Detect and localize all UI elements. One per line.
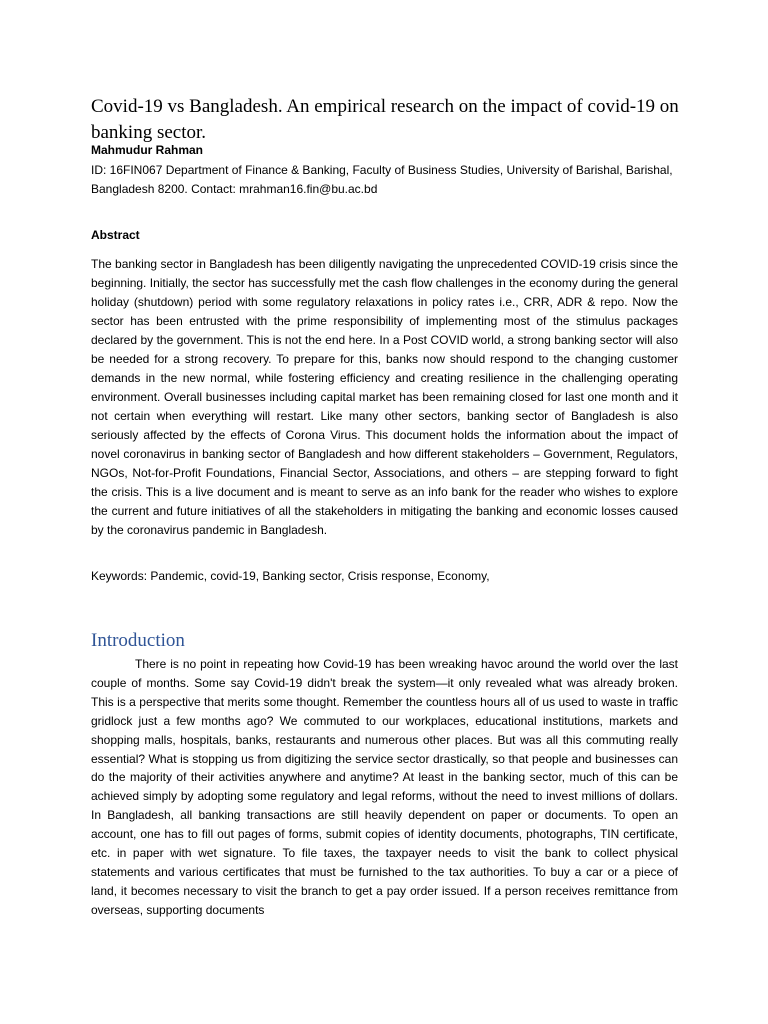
keywords: Keywords: Pandemic, covid-19, Banking sector, Crisis response, Economy, (91, 569, 490, 583)
introduction-text: There is no point in repeating how Covid-19 has been wreaking havoc around the world over the last couple of months. Some say Covid-19 didn't break the system—it only revealed what was already broken. This is a perspective that merits some thought. Remember the countless hours all of us used to waste in traffic gridlock just a few months ago? We commuted to our workplaces, educational institutions, markets and shopping malls, hospitals, banks, restaurants and numerous other places. But was all this commuting really essential? What is stopping us from digitizing the service sector drastically, so that people and businesses can do the majority of their activities anywhere and anytime? At least in the banking sector, much of this can be achieved simply by adopting some regulatory and legal reforms, without the need to invest millions of dollars. In Bangladesh, all banking transactions are still heavily dependent on paper or documents. To open an account, one has to fill out pages of forms, submit copies of identity documents, photographs, TIN certificate, etc. in paper with wet signature. To file taxes, the taxpayer needs to visit the bank to collect physical statements and various certificates that must be furnished to the tax authorities. To buy a car or a piece of land, it becomes necessary to visit the branch to get a pay order issued. If a person receives remittance from overseas, supporting documents (91, 657, 678, 917)
paper-title: Covid-19 vs Bangladesh. An empirical research on the impact of covid-19 on banking sector. (91, 96, 679, 143)
introduction-heading: Introduction (91, 630, 185, 651)
author-name: Mahmudur Rahman (91, 143, 204, 157)
author-affiliation: ID: 16FIN067 Department of Finance & Banking, Faculty of Business Studies, University of Barishal, Barishal, Bangladesh 8200. Contact: mrahman16.fin@bu.ac.bd (91, 163, 673, 196)
abstract-text: The banking sector in Bangladesh has been diligently navigating the unprecedented COVID-19 crisis since the beginning. Initially, the sector has successfully met the cash flow challenges in the economy during the general holiday (shutdown) period with some regulatory relaxations in policy rates i.e., CRR, ADR & repo. Now the sector has been entrusted with the prime responsibility of implementing most of the stimulus packages declared by the government. This is not the end here. In a Post COVID world, a strong banking sector will also be needed for a strong recovery. To prepare for this, banks now should respond to the changing customer demands in the new normal, while fostering efficiency and creating resilience in the challenging operating environment. Overall businesses including capital market has been remaining closed for last one month and it not certain when everything will restart. Like many other sectors, banking sector of Bangladesh is also seriously affected by the effects of Corona Virus. This document holds the information about the impact of novel coronavirus in banking sector of Bangladesh and how different stakeholders – Government, Regulators, NGOs, Not-for-Profit Foundations, Financial Sector, Associations, and others – are stepping forward to fight the crisis. This is a live document and is meant to serve as an info bank for the reader who wishes to explore the current and future initiatives of all the stakeholders in mitigating the banking and economic losses caused by the coronavirus pandemic in Bangladesh. (91, 257, 678, 537)
abstract-heading: Abstract (91, 228, 140, 242)
